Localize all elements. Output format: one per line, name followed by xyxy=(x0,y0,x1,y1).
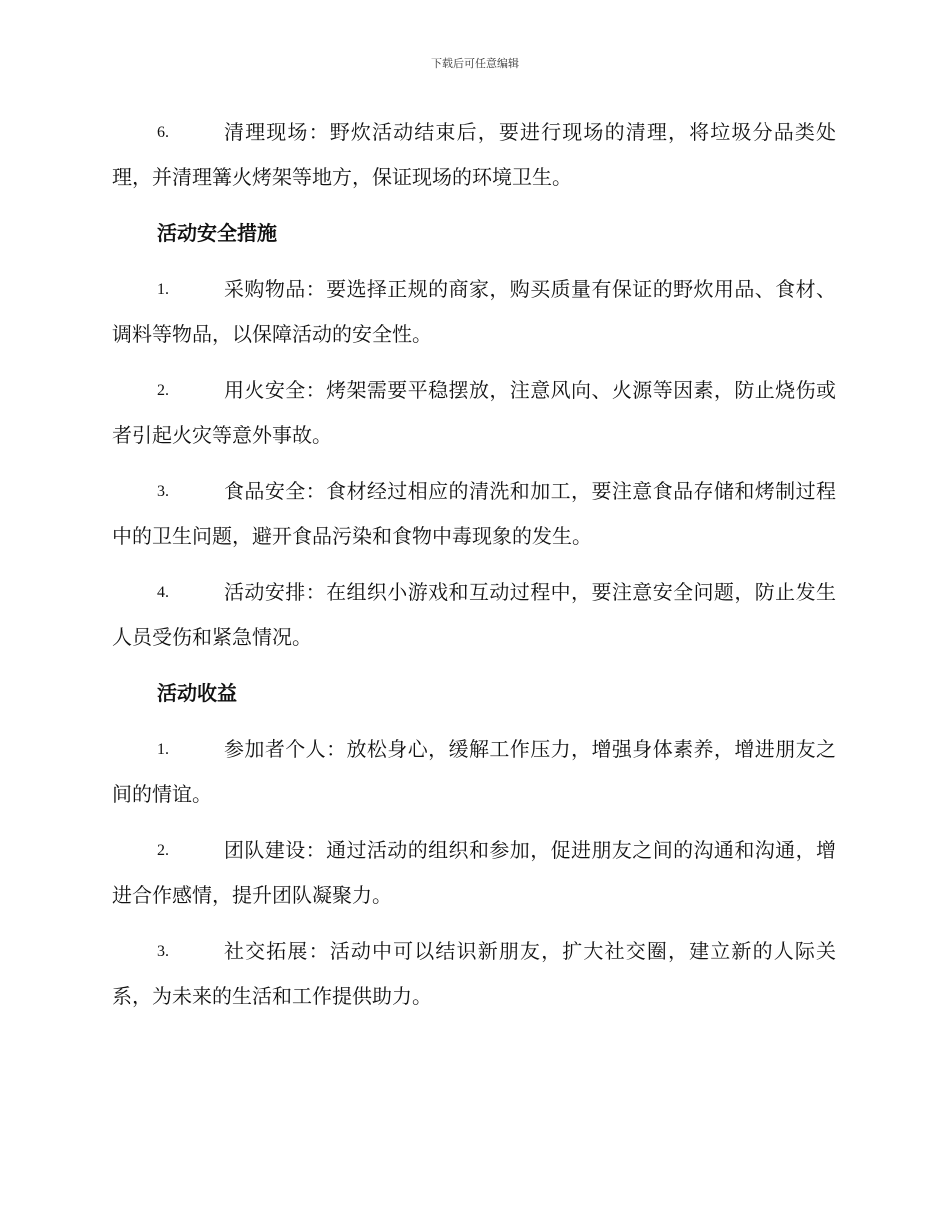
list-item-number: 2. xyxy=(157,842,169,859)
list-item-text: 清理现场：野炊活动结束后，要进行现场的清理，将垃圾分品类处理，并清理篝火烤架等地方，保证现场的环境卫生。 xyxy=(112,120,836,189)
list-item xyxy=(112,727,836,817)
list-item xyxy=(112,267,836,357)
list-item-text: 团队建设：通过活动的组织和参加，促进朋友之间的沟通和沟通，增进合作感情，提升团队凝聚力。 xyxy=(112,838,836,907)
list-item-text: 活动安排：在组织小游戏和互动过程中，要注意安全问题，防止发生人员受伤和紧急情况。 xyxy=(112,580,836,649)
list-item-number: 1. xyxy=(157,741,169,758)
list-item-text: 参加者个人：放松身心，缓解工作压力，增强身体素养，增进朋友之间的情谊。 xyxy=(112,737,836,806)
section-heading-benefits: 活动收益 xyxy=(157,681,237,705)
list-item-number: 1. xyxy=(157,281,169,298)
section-heading-safety: 活动安全措施 xyxy=(157,221,277,245)
list-item-cleanup xyxy=(112,110,836,200)
list-item-number: 3. xyxy=(157,943,169,960)
list-item xyxy=(112,828,836,918)
list-item xyxy=(112,570,836,660)
list-item-number: 2. xyxy=(157,382,169,399)
page-header: 下载后可任意编辑 xyxy=(431,57,519,70)
list-item-number: 6. xyxy=(157,124,169,141)
list-item xyxy=(112,368,836,458)
list-item xyxy=(112,929,836,1019)
list-item-text: 用火安全：烤架需要平稳摆放，注意风向、火源等因素，防止烧伤或者引起火灾等意外事故。 xyxy=(112,378,836,447)
document-body xyxy=(112,110,836,1030)
list-item-text: 食品安全：食材经过相应的清洗和加工，要注意食品存储和烤制过程中的卫生问题，避开食品污染和食物中毒现象的发生。 xyxy=(112,479,836,548)
list-item-text: 采购物品：要选择正规的商家，购买质量有保证的野炊用品、食材、调料等物品，以保障活动的安全性。 xyxy=(112,277,836,346)
list-item-number: 4. xyxy=(157,584,169,601)
list-item xyxy=(112,469,836,559)
list-item-number: 3. xyxy=(157,483,169,500)
list-item-text: 社交拓展：活动中可以结识新朋友，扩大社交圈，建立新的人际关系，为未来的生活和工作提供助力。 xyxy=(112,939,836,1008)
